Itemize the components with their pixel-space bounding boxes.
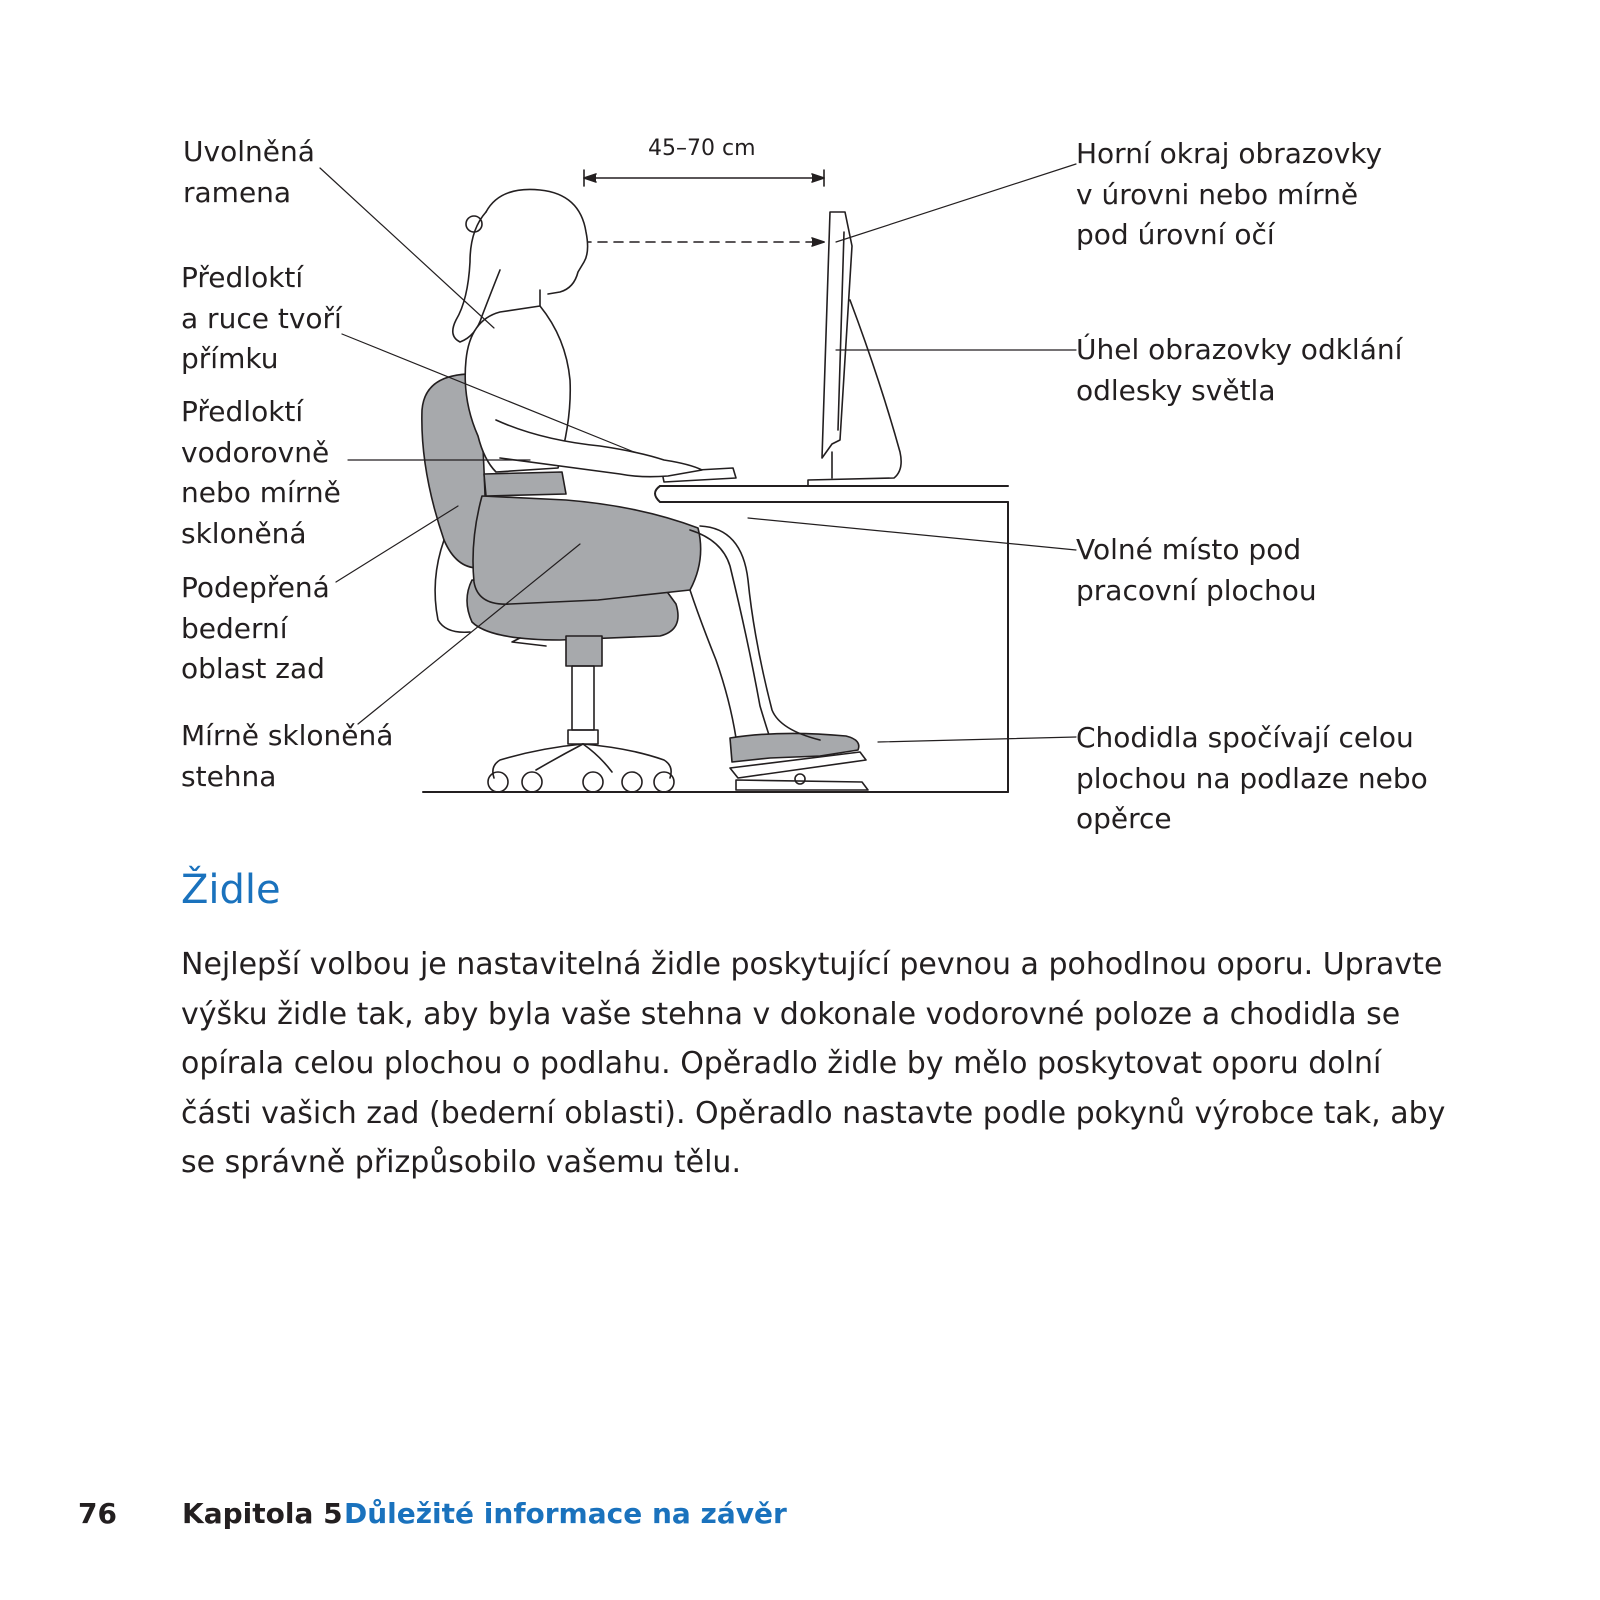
label-feet-flat: Chodidla spočívají celou plochou na podlaze nebo opěrce xyxy=(1076,721,1428,835)
label-forearms-straight-line: Předloktí a ruce tvoří přímku xyxy=(181,261,342,375)
seated-person xyxy=(453,189,859,762)
distance-label: 45–70 cm xyxy=(648,136,756,161)
label-lumbar-support: Podepřená bederní oblast zad xyxy=(181,571,330,685)
label-screen-top: Horní okraj obrazovky v úrovni nebo mírně pod úrovní očí xyxy=(1076,137,1383,251)
monitor xyxy=(808,212,901,486)
label-clearance: Volné místo pod pracovní plochou xyxy=(1076,533,1317,607)
section-heading: Židle xyxy=(181,867,281,913)
distance-dimension xyxy=(566,170,824,246)
chapter-label: Kapitola 5 xyxy=(182,1497,343,1530)
page-number: 76 xyxy=(78,1497,117,1530)
section-body: Nejlepší volbou je nastavitelná židle poskytující pevnou a pohodlnou oporu. Upravte výšku židle tak, aby byla vaše stehna v dokonale vodorovné poloze a chodidla se opírala celou plochou o podlahu. Opěradlo židle by mělo poskytovat oporu dolní části vašich zad (bederní oblasti). Opěradlo nastavte podle pokynů výrobce tak, aby se správně přizpůsobilo vašemu tělu. xyxy=(181,947,1446,1180)
label-forearms-level: Předloktí vodorovně nebo mírně skloněná xyxy=(181,395,341,550)
label-thighs-tilted: Mírně skloněná stehna xyxy=(181,719,394,793)
label-screen-angle: Úhel obrazovky odklání odlesky světla xyxy=(1076,333,1403,407)
chapter-title: Důležité informace na závěr xyxy=(344,1497,787,1530)
label-relaxed-shoulders: Uvolněná ramena xyxy=(183,135,315,209)
